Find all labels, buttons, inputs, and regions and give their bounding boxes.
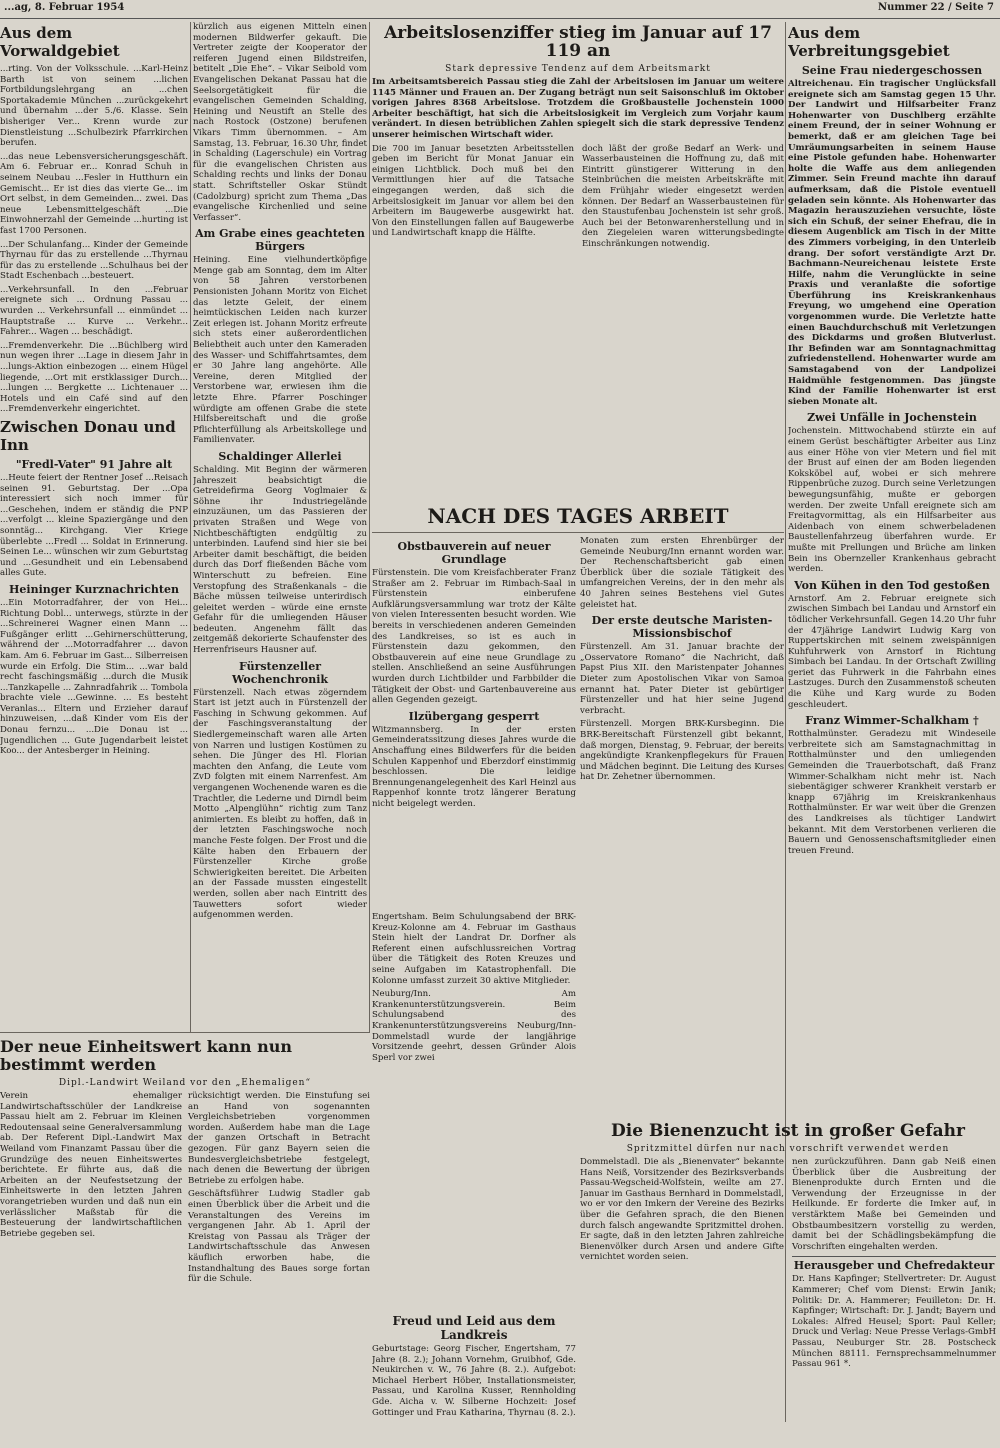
article-text: nen zurückzuführen. Dann gab Neiß einen Überblick über die Ausbreitung der Bienenprodukte durch Ernten und die Verwendung der Erzeugnisse in der Heilkunde. Er forderte die Imker auf, in verstärktem Maße bei Gemeinden und Obstbaumbesitzern vorstellig zu werden, damit bei der Schädlingsbekämpfung die Vorschriften eingehalten werden. <box>792 1157 996 1252</box>
masthead <box>0 0 1000 19</box>
subhead-heininger: Heininger Kurznachrichten <box>9 582 179 596</box>
subhead-kuehe: Von Kühen in den Tod gestoßen <box>794 578 990 592</box>
subhead-fuerstenzeller: Fürstenzeller Wochenchronik <box>231 659 329 686</box>
masthead-page-number: Nummer 22 / Seite 7 <box>877 2 994 13</box>
column-local-news <box>193 22 367 1030</box>
lead-paragraph: Im Arbeitsamtsbereich Passau stieg die Zahl der Arbeitslosen im Januar um weitere 1145 Männer und Frauen an. Der Zugang beträgt nun seit Saisonschluß im Oktober vorigen Jahres 8368 Arbeitslose. Trotzdem die Großbaustelle Jochenstein 1000 Arbeiter beschäftigt, hat sich die Arbeitslosigkeit im Vergleich zum Vorjahr kaum verändert. In diesen betrüblichen Zahlen spiegelt sich die stark depressive Tendenz unserer heimischen Wirtschaft wider. <box>372 77 784 140</box>
article-text: Dommelstadl. Die als „Bienenvater“ bekannte Hans Neiß, Vorsitzender des Bezirksverbands Passau-Wegscheid-Wolfstein, weilte am 27. Januar im Gasthaus Bernhard in Dommelstadl, wo er vor den Imkern der Vereine des Bezirks über die Gefahren sprach, die den Bienen durch falsch angewandte Spritzmittel drohen. Er sagte, daß in den letzten Jahren zahlreiche Bienenvölker durch Arsen und andere Gifte vernichtet worden seien. <box>580 1157 784 1263</box>
column-maristen <box>580 536 784 1076</box>
column-schulungsabend <box>372 912 576 1092</box>
column-verbreitungsgebiet <box>788 22 996 1032</box>
headline-arbeitslosenziffer: Arbeitslosenziffer stieg im Januar auf 17 119 an <box>384 23 772 61</box>
article-text: Heining. Eine vielhundertköpfige Menge gab am Sonntag, dem im Alter von 58 Jahren verstorbenen Pensionisten Johann Moritz von Eichet das letzte Geleit, der einem heimtückischen Leiden nach kurzer Zeit erlegen ist. Johann Moritz erfreute sich stets einer außerordentlichen Beliebtheit auch unter den Kameraden des Wasser- und Schiffahrtsamtes, dem er 30 Jahre lang angehörte. Alle Vereine, deren Mitglied der Verstorbene war, erwiesen ihm die letzte Ehre. Pfarrer Poschinger würdigte am offenen Grabe die stete Hilfsbereitschaft und die große Pflichterfüllung als Arbeitskollege und Familienvater. <box>193 255 367 446</box>
impressum-title: Herausgeber und Chefredakteur <box>792 1256 996 1272</box>
subhead-grabe: Am Grabe eines geachteten Bürgers <box>195 227 365 254</box>
column-rule <box>369 22 370 1032</box>
article-text: ...Verkehrsunfall. In den ...Februar ereignete sich ... Ordnung Passau ... wurden ... Verkehrsunfall ... einmündet ... Hauptstraße ... Kurve ... Verkehr... Fahrer... Wagen ... beschädigt. <box>0 284 188 338</box>
article-text: Fürstenzell. Am 31. Januar brachte der „Osservatore Romano“ die Nachricht, daß Papst Pius XII. den Maristenpater Johannes Dieter zum Apostolischen Vikar von Samoa ernannt hat. Pater Dieter ist gebürtiger Fürstenzeller und hat hier seine Jugend verbracht. <box>580 642 784 716</box>
subhead-frau-niedergeschossen: Seine Frau niedergeschossen <box>801 64 983 77</box>
article-text: Fürstenstein. Die vom Kreisfachberater Franz Straßer am 2. Februar im Rimbach-Saal in Fürstenstein einberufene Aufklärungsversammlung war trotz der Kälte von vielen Interessenten besucht worden. Wie bereits in verschiedenen anderen Gemeinden des Landkreises, so ist es auch in Fürstenstein dazu gekommen, den Obstbauverein auf eine neue Grundlage zu stellen. Anschließend an seine Ausführungen wurden durch Lichtbilder und Farbbilder die Tätigkeit der Obst- und Gartenbauvereine aus allen Gegenden gezeigt. <box>372 568 576 706</box>
article-arbeitslosenziffer <box>372 22 784 530</box>
column-obstbau <box>372 536 576 906</box>
article-text: Geburtstage: Georg Fischer, Engertsham, 77 Jahre (8. 2.); Johann Vornehm, Gruibhof, Gde. Neukirchen v. W., 76 Jahre (8. 2.). Aufgebot: Michael Herbert Höber, Installationsmeister, Passau, und Karolina Kusser, Rennholding Gde. Aicha v. W. Silberne Hochzeit: Josef Gottinger und Frau Katharina, Thyrnau (8. 2.). <box>372 1344 576 1418</box>
impressum-text: Dr. Hans Kapfinger; Stellvertreter: Dr. August Kammerer; Chef vom Dienst: Erwin Janik; Politik: Dr. A. Hammerer; Feuilleton: Dr. H. Kapfinger; Wirtschaft: Dr. J. Jandt; Bayern und Lokales: Alfred Heusel; Sport: Paul Keller; Druck und Verlag: Neue Presse Verlags-GmbH Passau, Neuburger Str. 28. Postscheck München 88111. Fernsprechsammelnummer Passau 961 *. <box>792 1274 996 1370</box>
article-text: Jochenstein. Mittwochabend stürzte ein auf einem Gerüst beschäftigter Arbeiter aus Linz aus einer Höhe von vier Metern und fiel mit der Brust auf einen der am Boden liegenden Koksköbel auf, wobei er sich mehrere Rippenbrüche zuzog. Durch seine Verletzungen bewegungsunfähig, mußte er geborgen werden. Der zweite Unfall ereignete sich am Freitagvormittag, als ein Hilfsarbeiter aus Aidenbach von einem schwerbeladenen Baustellenfahrzeug überfahren wurde. Er mußte mit Prellungen und Brüche am linken Bein ins Obernzeller Krankenhaus gebracht werden. <box>788 426 996 575</box>
article-text: ...Ein Motorradfahrer, der von Hei... Richtung Dobl... unterwegs, stürzte in der ...Schreinerei Wagner einen Mann ... Fußgänger erlitt ...Gehirnerschütterung, während der ...Motorradfahrer ... davon kam. Am 6. Februar im Gast... Silberreisen wurde ein Erfolg. Die Stim... ...war bald recht faschingsmäßig ...durch die Musik ...Tanzkapelle ... Zahnradfahrik ... Tombola brachte viele ...Gewinne. ... Es besteht Veranlas... Eltern und Erzieher darauf hinzuweisen, ...daß Kinder vom Eis der Donau fernzu... ...Die Donau ist ... Jugendlichen ... Gute Jugendarbeit leistet Koo... der Antesberger in Heining. <box>0 597 188 757</box>
article-text: ...Heute feiert der Rentner Josef ...Reisach seinen 91. Geburtstag. Der ...Opa interessiert sich noch immer für ...Geschehen, indem er ständig die PNP ...verfolgt ... kleine Spaziergänge und den sonntäg... Kirchgang. Vier Kriege überlebte ...Fredl ... Soldat in Erinnerung. Seinen Le... wünschen wir zum Geburtstag und ...Gesundheit und ein Lebensabend alles Gute. <box>0 473 188 579</box>
headline-vorwaldgebiet: Aus dem Vorwaldgebiet <box>0 24 120 60</box>
article-text: Monaten zum ersten Ehrenbürger der Gemeinde Neuburg/Inn ernannt worden war. Der Rechenschaftsbericht gab einen Überblick über die soziale Tätigkeit des umfangreichen Vereins, der in den mehr als 40 Jahren seines Bestehens viel Gutes geleistet hat. <box>580 536 784 610</box>
article-text: ...Fremdenverkehr. Die ...Büchlberg wird nun wegen ihrer ...Lage in diesem Jahr in ...lungs-Aktion einbezogen ... einem Hügel liegende, ...Ort mit erstklassiger Durch... ...lungen ... Bergkette ... Lichtenauer ... Hotels und ein Café sind auf den ...Fremdenverkehr eingerichtet. <box>0 340 188 415</box>
section-title: NACH DES TAGES ARBEIT <box>427 504 729 528</box>
article-text: Arnstorf. Am 2. Februar ereignete sich zwischen Simbach bei Landau und Arnstorf ein tödlicher Verkehrsunfall. Gegen 14.20 Uhr fuhr der 47jährige Landwirt Ludwig Karg von Ruppertskirchen mit seinem zweispännigen Kuhfuhrwerk von Arnstorf in Richtung Simbach bei Landau. In der Ortschaft Zwilling geriet das Fuhrwerk in die Fahrbahn eines Lastzuges. Durch den Zusammenstoß scheuten die Kühe und Karg wurde zu Boden geschleudert. <box>788 593 996 710</box>
subhead-fredl-vater: "Fredl-Vater" 91 Jahre alt <box>15 458 173 471</box>
section-title-tages-arbeit <box>372 498 784 532</box>
headline-verbreitungsgebiet: Aus dem Verbreitungsgebiet <box>788 24 950 60</box>
subheadline: Stark depressive Tendenz auf dem Arbeitsmarkt <box>445 64 711 74</box>
subheadline: Dipl.-Landwirt Weiland vor den „Ehemaligen“ <box>58 1078 312 1088</box>
article-text: ...das neue Lebensversicherungsgeschäft. Am 6. Februar er... Konrad Schuh in seinem Neubau ...Fesler in Hutthurn ein Gemischt... Er ist dies das vierte Ge... im Ort selbst, in dem Gemeinden... zwei. Das neue Lebensmittelgeschäft ...Die Einwohnerzahl der Gemeinde ...hurting ist fast 1700 Personen. <box>0 151 188 236</box>
subheadline: Spritzmittel dürfen nur nach vorschrift verwendet werden <box>626 1144 950 1154</box>
article-text: Schalding. Mit Beginn der wärmeren Jahreszeit beabsichtigt die Getreidefirma Georg Voglmaier & Söhne ihr Industriegelände einzuzäunen, um das Passieren der privaten Straßen und Wege von Nichtbeschäftigten endgültig zu unterbinden. Laufend sind hier sie bei Arbeiter damit beschäftigt, die beiden durch das Dorf fließenden Bäche vom Winterschutt zu befreien. Eine Verstopfung des Straßenkanals – die Bäche müssen teilweise unterirdisch geleitet werden – würde eine ernste Gefahr für die umliegenden Häuser bedeuten. Angenehm fällt das zeitgemäß dekorierte Schaufenster des Herrenfriseurs Hausner auf. <box>193 464 367 656</box>
article-text: Altreichenau. Ein tragischer Unglücksfall ereignete sich am Samstag gegen 15 Uhr. Der Landwirt und Hilfsarbeiter Franz Hohenwarter von Duschlberg erzählte einem Freund, der in seiner Wohnung er bemerkt, daß er am gleichen Tage bei Umräumungsarbeiten in seinem Hause eine Pistole gefunden habe. Hohenwarter holte die Waffe aus dem anliegenden Zimmer. Sein Freund machte ihn darauf aufmerksam, daß die Pistole eventuell geladen sein könnte. Als Hohenwarter das Magazin herauszuziehen versuchte, löste sich ein Schuß, der seiner Ehefrau, die in diesem Augenblick am Tisch in der Mitte des Zimmers vorbeiging, in den Unterleib drang. Der sofort verständigte Arzt Dr. Bachmann-Neureichenau leistete Erste Hilfe, nahm die Verunglückte in seine Praxis und veranlaßte die sofortige Überführung ins Kreiskrankenhaus Freyung, wo umgehend eine Operation vorgenommen wurde. Die Verletzte hatte einen Bauchdurchschuß mit Verletzungen des Dickdarms und großen Blutverlust. Ihr Befinden war am Sonntagnachmittag zufriedenstellend. Hohenwarter wurde am Samstagabend von der Landpolizei Haidmühle festgenommen. Das jüngste Kind der Familie Hohenwarter ist erst sieben Monate alt. <box>788 79 996 407</box>
section-rule <box>372 532 784 533</box>
article-text: Geschäftsführer Ludwig Stadler gab einen Überblick über die Arbeit und die Veranstaltungen des Vereins im vergangenen Jahr. Ab 1. April der Kreistag von Passau als Träger der Landwirtschaftsschule das Anwesen käuflich erworben habe, die Instandhaltung des Baues sorge fortan für die Schule. <box>188 1189 370 1285</box>
article-text: kürzlich aus eigenen Mitteln einen modernen Bildwerfer gekauft. Die Vertreter zeigte der Kooperator der reiferen Jugend einen Bildstreifen, betitelt „Die Ehe“. – Vikar Seibold vom Evangelischen Dekanat Passau hat die Seelsorgetätigkeit für die evangelischen Gemeinden Schalding, Heining und Neustift an Stelle des nach Rostock (Ostzone) berufenen Vikars Timm übernommen. – Am Samstag, 13. Februar, 16.30 Uhr, findet in Schalding (Lagerschule) ein Vortrag für die evangelischen Christen aus Schalding rechts und links der Donau statt. Schriftsteller Oskar Stündt (Cadolzburg) spricht zum Thema „Das evangelische Kirchenlied und seine Verfasser“. <box>193 22 367 223</box>
subhead-freud-leid: Freud und Leid aus dem Landkreis <box>392 1314 556 1342</box>
column-freud-leid <box>372 1310 576 1444</box>
column-rule <box>190 22 191 1032</box>
article-text: Fürstenzell. Nach etwas zögerndem Start ist jetzt auch in Fürstenzell der Fasching in Schwung gekommen. Auf der Faschingsveranstaltung der Siedlergemeinschaft waren alle Arten von Narren und lustigen Kostümen zu sehen. Die Jünger des Hl. Florian machten den Anfang, die Leute vom ZvD folgten mit einem Narrenfest. Am vergangenen Wochenende waren es die Trachtler, die Lederne und Dirndl beim Motto „Alpenglühn“ richtig zum Tanz animierten. Es bleibt zu hoffen, daß in der letzten Faschingswoche noch manche Feste folgen. Der Frost und die Kälte haben den Erbauern der Fürstenzeller Kirche große Schwierigkeiten bereitet. Die Arbeiten an der Fassade mussten eingestellt werden, sollen aber nach Eintritt des Tauwetters sofort wieder aufgenommen werden. <box>193 687 367 921</box>
article-text: Die 700 im Januar besetzten Arbeitsstellen geben im Bericht für Monat Januar ein einigen Lichtblick. Doch muß bei den Vermittlungen hier auf die Tatsache eingegangen werden, daß sich die Arbeitslosigkeit im Januar vor allem bei den Arbeitern im Baugewerbe ausgewirkt hat. Von den Einstellungen fallen auf Baugewerbe und Landwirtschaft knapp die Hälfte. <box>372 143 574 239</box>
article-einheitswert <box>0 1036 370 1436</box>
subhead-obstbau: Obstbauverein auf neuer Grundlage <box>397 540 551 566</box>
subhead-missionsbischof: Der erste deutsche Maristen-Missionsbischof <box>591 614 773 641</box>
subhead-schaldinger: Schaldinger Allerlei <box>218 449 342 463</box>
article-text: rücksichtigt werden. Die Einstufung sei an Hand von sogenannten Vergleichsbetrieben vorgenommen worden. Außerdem habe man die Lage der ganzen Ortschaft in Betracht gezogen. Für ganz Bayern seien die Bundesvergleichsbetriebe festgelegt, nach denen die Bewertung der übrigen Betriebe zu erfolgen habe. <box>188 1091 370 1186</box>
headline-einheitswert: Der neue Einheitswert kann nun bestimmt werden <box>0 1037 292 1074</box>
article-text: Verein ehemaliger Landwirtschaftsschüler der Landkreise Passau hielt am 2. Februar im Kleinen Redoutensaal seine Generalversammlung ab. Der Referent Dipl.-Landwirt Max Weiland vom Finanzamt Passau über die Grundzüge des neuen Einheitswertes berichtete. Er führte aus, daß die Arbeiten an der Neufestsetzung der Einheitswerte in den letzten Jahren vorangetrieben wurden und daß nun ein verlässlicher Maßstab für die Besteuerung der landwirtschaftlichen Betriebe gegeben sei. <box>0 1091 182 1239</box>
article-text: Fürstenzell. Morgen BRK-Kursbeginn. Die BRK-Bereitschaft Fürstenzell gibt bekannt, daß morgen, Dienstag, 9. Februar, der bereits angekündigte Krankenpflegekurs für Frauen und Mädchen beginnt. Die Leitung des Kurses hat Dr. Zehetner übernommen. <box>580 719 784 783</box>
section-rule <box>0 1032 370 1033</box>
article-text: ...rting. Von der Volksschule. ...Karl-Heinz Barth ist von seinem ...lichen Fortbildungslehrgang an ...chen Sportakademie München ...zurückgekehrt und übernahm ...der 5./6. Klasse. Sein bisheriger Ver... Krenn wurde zur Dienstleistung ...Schulbezirk Pfarrkirchen berufen. <box>0 64 188 149</box>
subhead-jochenstein: Zwei Unfälle in Jochenstein <box>807 411 977 425</box>
subhead-ilzuebergang: Ilzübergang gesperrt <box>408 709 540 723</box>
article-text: Engertsham. Beim Schulungsabend der BRK-Kreuz-Kolonne am 4. Februar im Gasthaus Stein hielt der Landrat Dr. Dorfner als Referent einen aufschlussreichen Vortrag über die Tätigkeit des Roten Kreuzes und seine Aufgaben im Katastrophenfall. Die Kolonne umfasst zurzeit 30 aktive Mitglieder. <box>372 912 576 986</box>
headline-donau-inn: Zwischen Donau und Inn <box>0 418 176 454</box>
article-bienenzucht <box>580 1120 996 1440</box>
article-text: ...Der Schulanfang... Kinder der Gemeinde Thyrnau für das zu erstellende ...Thyrnau für das zu erstellende ...Schulhaus bei der Stadt Eschenbach ...besteuert. <box>0 239 188 282</box>
column-vorwald <box>0 22 188 1030</box>
article-text: Rotthalmünster. Geradezu mit Windeseile verbreitete sich am Samstagnachmittag in Rotthalmünster und den umliegenden Gemeinden die Trauerbotschaft, daß Franz Wimmer-Schalkham nicht mehr ist. Nach siebentägiger schwerer Krankheit verstarb er knapp 67jährig im Kreiskrankenhaus Rotthalmünster. Er war weit über die Grenzen des Landkreises als tüchtiger Landwirt bekannt. Mit dem Verstorbenen verlieren die Bauern und Genossenschaftsmitglieder einen treuen Freund. <box>788 729 996 856</box>
subhead-wimmer: Franz Wimmer-Schalkham † <box>805 714 979 728</box>
masthead-date: ...ag, 8. Februar 1954 <box>4 2 125 13</box>
article-text: Witzmannsberg. In der ersten Gemeinderatssitzung dieses Jahres wurde die Anschaffung eines Bildwerfers für die beiden Schulen Kappenhof und Eberzdorf einstimmig beschlossen. Die leidige Brennungenangelegenheit des Karl Heinzl aus Rappenhof konnte trotz längerer Beratung nicht beigelegt werden. <box>372 724 576 809</box>
article-text: doch läßt der große Bedarf an Werk- und Wasserbausteinen die Hoffnung zu, daß mit Eintritt günstigerer Witterung in den Steinbrüchen die meisten Arbeitskräfte mit dem Frühjahr wieder eingesetzt werden können. Der Bedarf an Wasserbausteinen für den Staustufenbau Jochenstein ist sehr groß. Auch bei der Betonwarenherstellung und in den Ziegeleien waren witterungsbedingte Einschränkungen notwendig. <box>582 143 784 249</box>
article-text: Neuburg/Inn. Am Krankenunterstützungsverein. Beim Schulungsabend des Krankenunterstützungsvereins Neuburg/Inn-Dommelstadl wurde der langjährige Vorsitzende geehrt, dessen Gründer Alois Sperl vor zwei <box>372 989 576 1063</box>
headline-bienenzucht: Die Bienenzucht ist in großer Gefahr <box>611 1121 965 1141</box>
